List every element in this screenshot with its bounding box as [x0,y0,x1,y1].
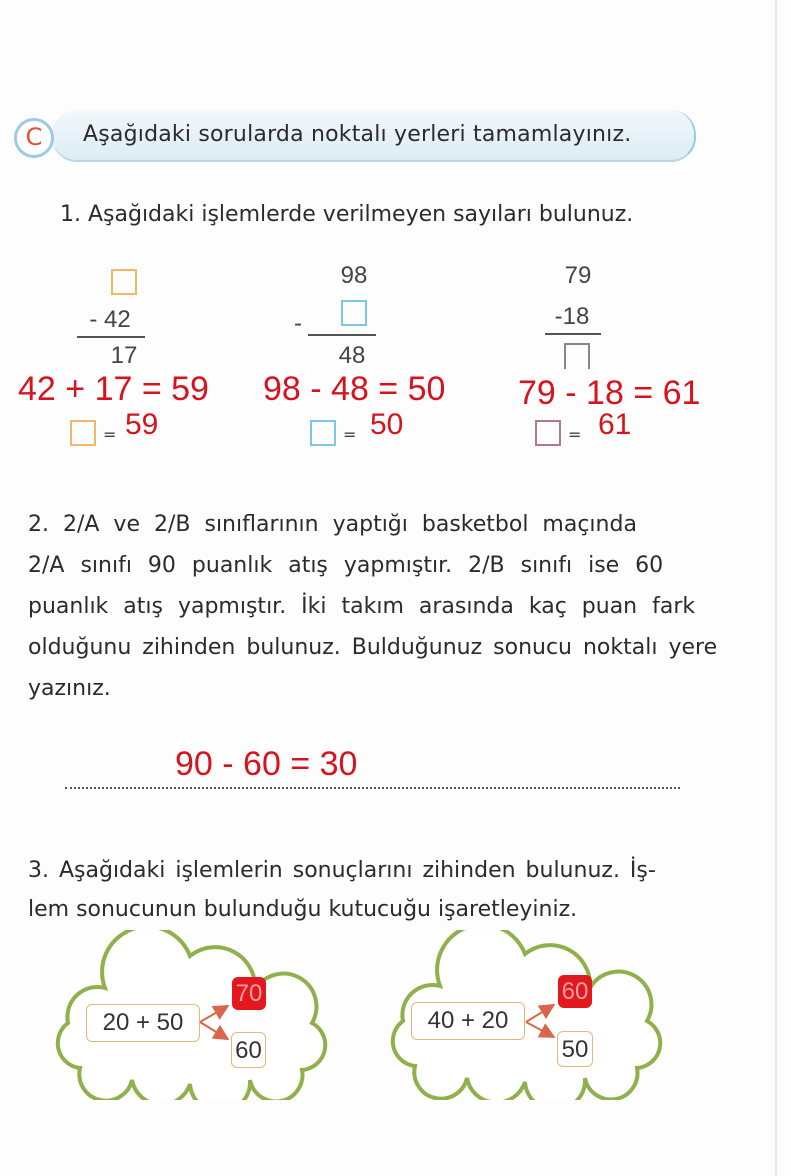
q1-prompt: 1. Aşağıdaki işlemlerde verilmeyen sayıları bulunuz. [60,202,634,227]
q2-line: yazınız. [28,676,111,701]
subtrahend: -18 [554,303,590,330]
equals-sign: = [103,425,117,444]
q2-line: olduğunu zihinden bulunuz. Bulduğunuz sonucu noktalı yere [28,635,718,660]
option-box[interactable]: 50 [557,1031,593,1067]
option-box-selected[interactable]: 70 [232,977,266,1010]
answer-value[interactable]: 61 [598,408,632,441]
q3-line: lem sonucunun bulunduğu kutucuğu işaretleyiniz. [28,897,578,922]
q3-line: 3. Aşağıdaki işlemlerin sonuçlarını zihinden bulunuz. İş- [28,858,656,883]
subtrahend: - 42 [89,306,131,333]
sum-line [545,333,601,335]
q2-line: 2. 2/A ve 2/B sınıflarının yaptığı basketbol maçında [28,512,637,537]
missing-number-box [341,300,367,326]
answer-box [70,420,96,446]
solution-equation: 42 + 17 = 59 [18,370,209,408]
result: 48 [338,342,366,369]
missing-number-box [111,269,137,295]
answer-box [535,420,561,446]
equals-sign: = [343,425,357,444]
minus-sign: - [294,310,302,337]
sum-line [308,334,376,336]
missing-number-box [564,343,590,369]
answer-value[interactable]: 50 [370,408,404,441]
expression-box: 40 + 20 [411,1002,525,1040]
result: 17 [110,342,138,369]
expression-box: 20 + 50 [86,1004,200,1042]
equals-sign: = [568,425,582,444]
answer-value[interactable]: 59 [125,408,159,441]
option-box[interactable]: 60 [231,1032,266,1068]
answer-dotted-line [65,787,680,789]
solution-equation: 98 - 48 = 50 [263,370,446,408]
section-letter-badge: C [14,118,54,158]
solution-equation: 79 - 18 = 61 [518,374,701,412]
page-edge [775,0,777,1176]
sum-line [77,336,145,338]
q2-line: 2/A sınıfı 90 puanlık atış yapmıştır. 2/B sınıfı ise 60 [28,553,664,578]
minuend: 98 [340,262,368,289]
answer-box [310,420,336,446]
q2-line: puanlık atış yapmıştır. İki takım arasında kaç puan fark [28,594,696,619]
option-box-selected[interactable]: 60 [558,975,592,1008]
section-title: Aşağıdaki sorularda noktalı yerleri tamamlayınız. [83,122,632,147]
minuend: 79 [564,262,592,289]
q2-answer[interactable]: 90 - 60 = 30 [175,745,358,783]
